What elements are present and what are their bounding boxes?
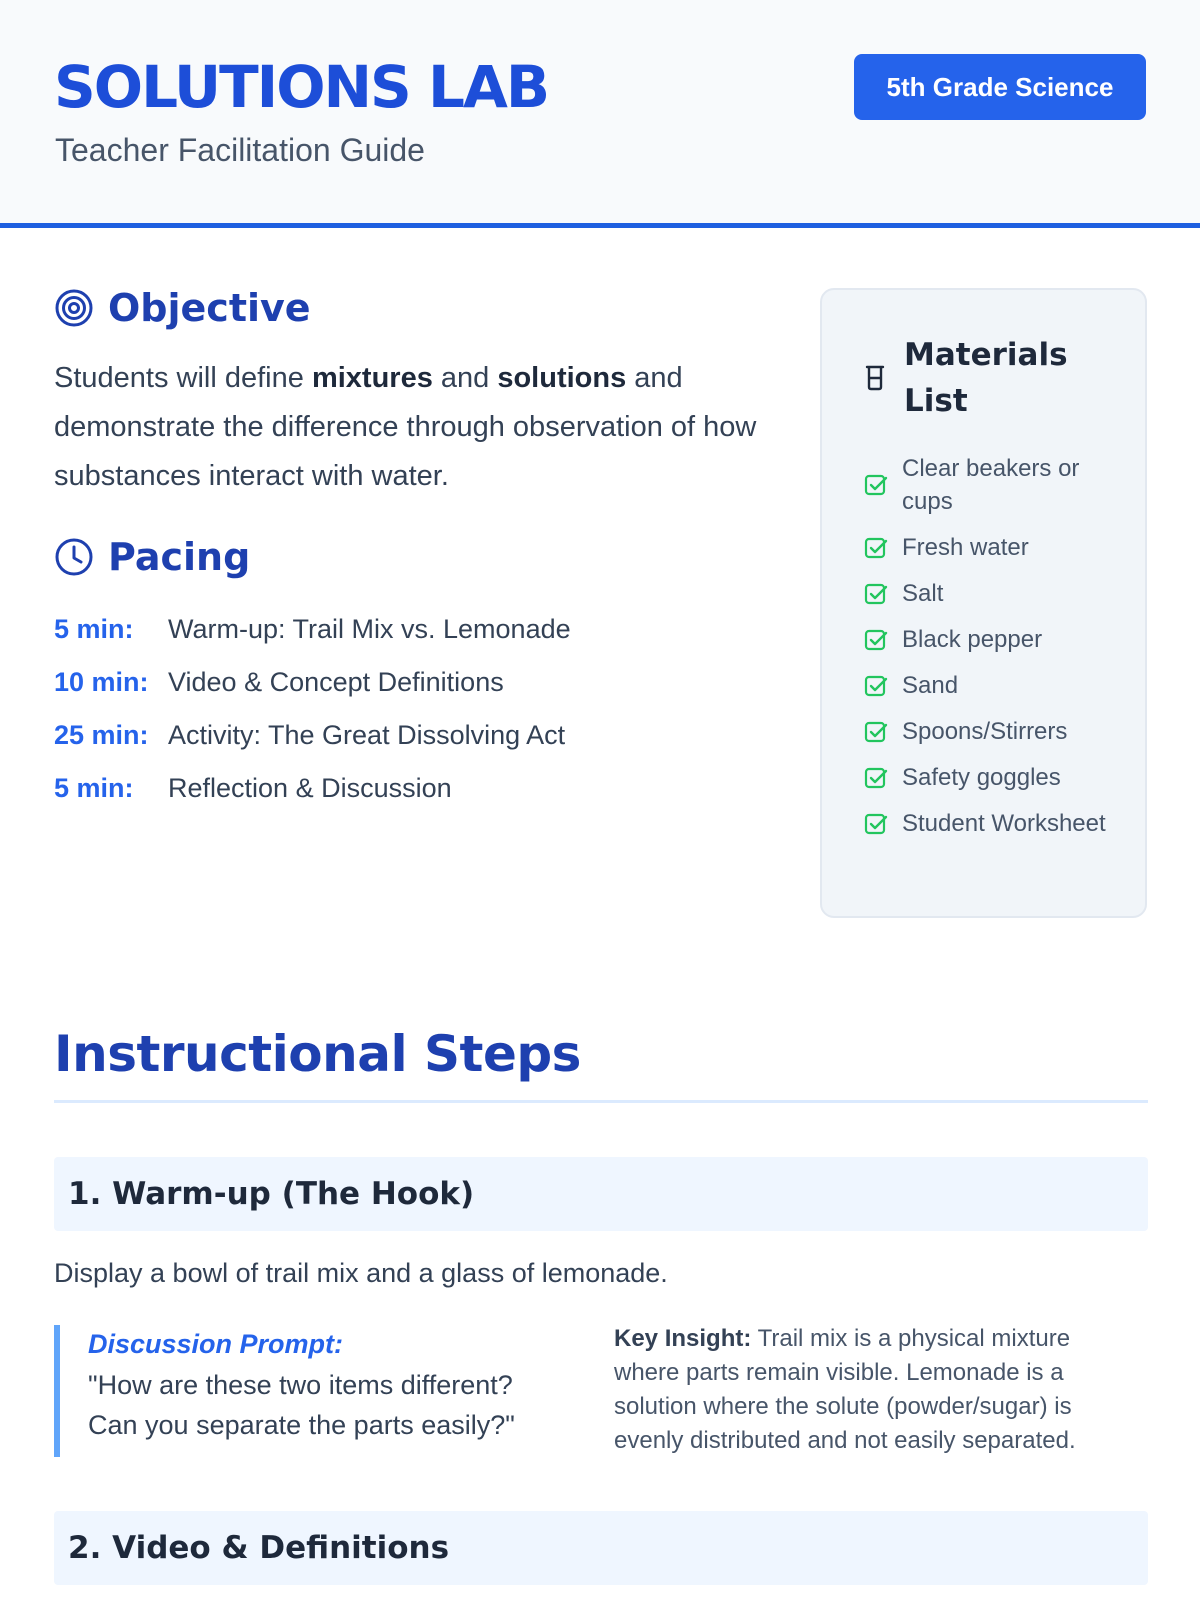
material-item[interactable]	[864, 715, 1114, 748]
checkbox-check-icon	[864, 766, 888, 790]
objective-heading	[54, 286, 311, 330]
material-label: Fresh water	[902, 534, 1029, 561]
materials-card	[820, 288, 1147, 918]
material-item[interactable]	[864, 452, 1114, 518]
material-item[interactable]	[864, 623, 1114, 656]
checkbox-check-icon	[864, 720, 888, 744]
discussion-prompt	[54, 1325, 564, 1457]
key-insight	[614, 1322, 1114, 1458]
objective-text	[54, 354, 774, 501]
checkbox-check-icon	[864, 628, 888, 652]
material-label: Spoons/Stirrers	[902, 718, 1068, 745]
grade-badge[interactable]: 5th Grade Science	[854, 54, 1146, 120]
objective-text-part: Students will define	[54, 362, 312, 394]
material-label: Clear beakers or cups	[902, 455, 1080, 515]
term-solutions: solutions	[497, 362, 627, 394]
material-label: Sand	[902, 672, 959, 699]
key-insight-label: Key Insight:	[614, 1325, 752, 1352]
pacing-item	[54, 762, 774, 815]
pacing-item	[54, 603, 774, 656]
checkbox-check-icon	[864, 536, 888, 560]
step-1-text: Display a bowl of trail mix and a glass of lemonade.	[54, 1258, 668, 1288]
material-label: Black pepper	[902, 626, 1043, 653]
pacing-time: 10 min:	[54, 667, 149, 697]
pacing-activity: Activity: The Great Dissolving Act	[168, 720, 566, 750]
material-label: Safety goggles	[902, 764, 1061, 791]
objective-heading-label: Objective	[108, 286, 311, 330]
material-item[interactable]	[864, 807, 1114, 840]
material-item[interactable]	[864, 669, 1114, 702]
page-header	[0, 0, 1200, 228]
pacing-heading	[54, 535, 250, 579]
term-mixtures: mixtures	[311, 362, 433, 394]
key-insight-text: Trail mix is a physical mixture where parts remain visible. Lemonade is a solution where the solute (powder/sugar) is evenly distributed and not easily separated.	[614, 1325, 1076, 1454]
pacing-activity: Reflection & Discussion	[168, 773, 452, 803]
target-icon	[54, 288, 94, 328]
objective-text-part: and	[432, 362, 498, 394]
clock-icon	[54, 537, 94, 577]
materials-list	[864, 452, 1114, 853]
pacing-activity: Video & Concept Definitions	[168, 667, 504, 697]
discussion-prompt-quote: "How are these two items different? Can you separate the parts easily?"	[88, 1370, 515, 1440]
pacing-list	[54, 603, 774, 815]
page-title: SOLUTIONS LAB	[54, 53, 549, 121]
checkbox-check-icon	[864, 582, 888, 606]
checkbox-check-icon	[864, 812, 888, 836]
checkbox-check-icon	[864, 674, 888, 698]
pacing-time: 25 min:	[54, 720, 149, 750]
page-subtitle: Teacher Facilitation Guide	[55, 132, 425, 168]
pacing-activity: Warm-up: Trail Mix vs. Lemonade	[168, 614, 571, 644]
beaker-icon	[864, 364, 886, 392]
step-2-heading: 2. Video & Definitions	[54, 1511, 1148, 1585]
materials-heading	[864, 332, 1084, 424]
checkbox-check-icon	[864, 473, 888, 497]
material-label: Salt	[902, 580, 944, 607]
material-label: Student Worksheet	[902, 810, 1106, 837]
step-1-heading: 1. Warm-up (The Hook)	[54, 1157, 1148, 1231]
discussion-prompt-label: Discussion Prompt:	[88, 1329, 344, 1359]
pacing-time: 5 min:	[54, 614, 134, 644]
objective-text-part: and demonstrate the difference through observation of how substances interact with water.	[54, 362, 757, 492]
pacing-time: 5 min:	[54, 773, 134, 803]
pacing-item	[54, 709, 774, 762]
pacing-heading-label: Pacing	[108, 535, 251, 579]
material-item[interactable]	[864, 531, 1114, 564]
material-item[interactable]	[864, 577, 1114, 610]
steps-heading: Instructional Steps	[54, 1025, 581, 1083]
material-item[interactable]	[864, 761, 1114, 794]
steps-divider	[54, 1100, 1148, 1103]
pacing-item	[54, 656, 774, 709]
materials-heading-label: Materials List	[904, 337, 1068, 419]
